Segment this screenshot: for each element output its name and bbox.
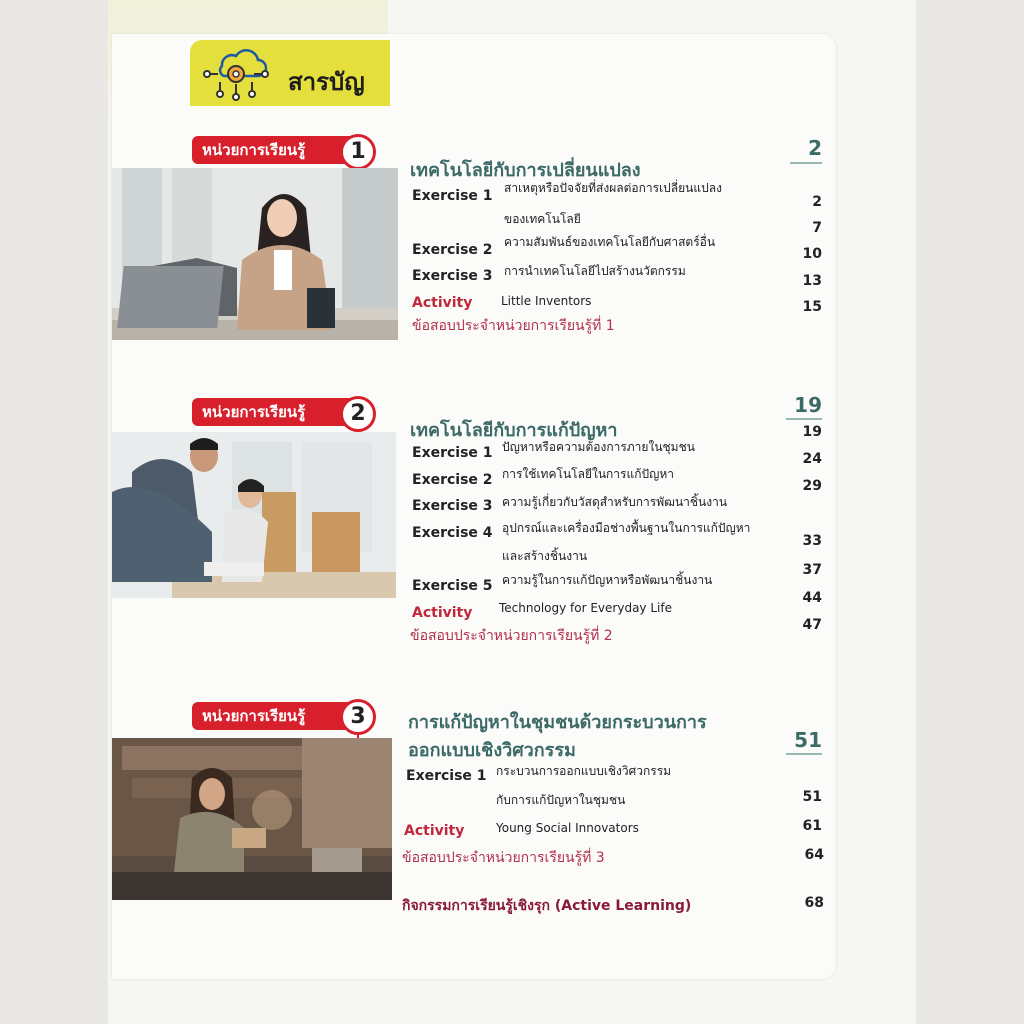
u1-exercise-1b-page: 7 [812, 220, 822, 236]
toc-title: สารบัญ [288, 68, 365, 96]
u2-exercise-5-page: 37 [802, 562, 822, 578]
unit-badge-3: หน่วยการเรียนรู้ [192, 702, 352, 730]
u1-exercise-1-text-cont[interactable]: ของเทคโนโลยี [504, 212, 581, 226]
unit-3-heading-line1[interactable]: การแก้ปัญหาในชุมชนด้วยกระบวนการ [408, 712, 707, 733]
u3-activity-label: Activity [404, 823, 465, 839]
u3-exercise-1-text-cont[interactable]: กับการแก้ปัญหาในชุมชน [496, 793, 626, 807]
u1-exercise-3-text[interactable]: การนำเทคโนโลยีไปสร้างนวัตกรรม [504, 264, 686, 278]
unit-number-1: 1 [340, 134, 376, 170]
active-learning-entry[interactable]: กิจกรรมการเรียนรู้เชิงรุก (Active Learning) [402, 898, 692, 914]
u1-exercise-2-text[interactable]: ความสัมพันธ์ของเทคโนโลยีกับศาสตร์อื่น [504, 235, 716, 249]
unit-3-heading-page[interactable]: 51 [794, 728, 822, 752]
u2-exercise-4-label: Exercise 4 [412, 525, 493, 541]
active-learning-page: 68 [804, 895, 824, 911]
u2-exercise-1-label: Exercise 1 [412, 445, 493, 461]
unit-number-3: 3 [340, 699, 376, 735]
unit-1-heading[interactable]: เทคโนโลยีกับการเปลี่ยนแปลง [410, 160, 641, 181]
u3-exercise-1-label: Exercise 1 [406, 768, 487, 784]
u2-activity-text[interactable]: Technology for Everyday Life [499, 601, 672, 615]
u3-quiz[interactable]: ข้อสอบประจำหน่วยการเรียนรู้ที่ 3 [402, 850, 605, 866]
unit-3-page-rule [786, 753, 822, 755]
u3-quiz-page: 64 [804, 847, 824, 863]
u3-exercise-1-page: 51 [802, 789, 822, 805]
u2-exercise-3-label: Exercise 3 [412, 498, 493, 514]
u2-activity-page: 44 [802, 590, 822, 606]
u2-exercise-4-page: 33 [802, 533, 822, 549]
u1-activity-page: 15 [802, 299, 822, 315]
u2-exercise-2-page: 24 [802, 451, 822, 467]
u1-exercise-1-text[interactable]: สาเหตุหรือปัจจัยที่ส่งผลต่อการเปลี่ยนแปลง [504, 181, 722, 195]
u1-exercise-3-label: Exercise 3 [412, 268, 493, 284]
u1-exercise-1-label: Exercise 1 [412, 188, 493, 204]
unit-2-heading[interactable]: เทคโนโลยีกับการแก้ปัญหา [410, 420, 618, 441]
u2-exercise-1-text[interactable]: ปัญหาหรือความต้องการภายในชุมชน [502, 440, 695, 454]
unit-number-2: 2 [340, 396, 376, 432]
unit-1-page-rule [790, 162, 822, 164]
u1-exercise-2-page: 10 [802, 246, 822, 262]
unit-1-heading-page[interactable]: 2 [808, 136, 822, 160]
u1-activity-label: Activity [412, 295, 473, 311]
u3-activity-text[interactable]: Young Social Innovators [496, 821, 639, 835]
gear-network-icon [200, 44, 272, 102]
unit-2-page-rule [786, 418, 822, 420]
u2-exercise-4-text[interactable]: อุปกรณ์และเครื่องมือช่างพื้นฐานในการแก้ปัญหา [502, 521, 751, 535]
u2-exercise-2-text[interactable]: การใช้เทคโนโลยีในการแก้ปัญหา [502, 467, 674, 481]
unit-badge-1: หน่วยการเรียนรู้ [192, 136, 352, 164]
u1-exercise-1-page: 2 [812, 194, 822, 210]
u2-exercise-4-text-cont[interactable]: และสร้างชิ้นงาน [502, 549, 588, 563]
u1-quiz[interactable]: ข้อสอบประจำหน่วยการเรียนรู้ที่ 1 [412, 318, 615, 334]
u3-activity-page: 61 [802, 818, 822, 834]
unit-3-photo [112, 738, 392, 900]
u3-exercise-1-text[interactable]: กระบวนการออกแบบเชิงวิศวกรรม [496, 764, 672, 778]
u2-quiz[interactable]: ข้อสอบประจำหน่วยการเรียนรู้ที่ 2 [410, 628, 613, 644]
u1-exercise-3-page: 13 [802, 273, 822, 289]
unit-1-photo [112, 168, 398, 340]
u2-exercise-5-label: Exercise 5 [412, 578, 493, 594]
unit-2-photo [112, 432, 396, 598]
u1-exercise-2-label: Exercise 2 [412, 242, 493, 258]
u2-exercise-2-label: Exercise 2 [412, 472, 493, 488]
u2-exercise-3-text[interactable]: ความรู้เกี่ยวกับวัสดุสำหรับการพัฒนาชิ้นงาน [502, 495, 728, 509]
u2-exercise-1-page: 19 [802, 424, 822, 440]
u2-exercise-3-page: 29 [802, 478, 822, 494]
u2-exercise-5-text[interactable]: ความรู้ในการแก้ปัญหาหรือพัฒนาชิ้นงาน [502, 573, 713, 587]
unit-2-heading-page[interactable]: 19 [794, 393, 822, 417]
u2-activity-label: Activity [412, 605, 473, 621]
u1-activity-text[interactable]: Little Inventors [501, 294, 592, 308]
unit-badge-2: หน่วยการเรียนรู้ [192, 398, 352, 426]
unit-3-heading-line2[interactable]: ออกแบบเชิงวิศวกรรม [408, 740, 576, 761]
u2-quiz-page: 47 [802, 617, 822, 633]
